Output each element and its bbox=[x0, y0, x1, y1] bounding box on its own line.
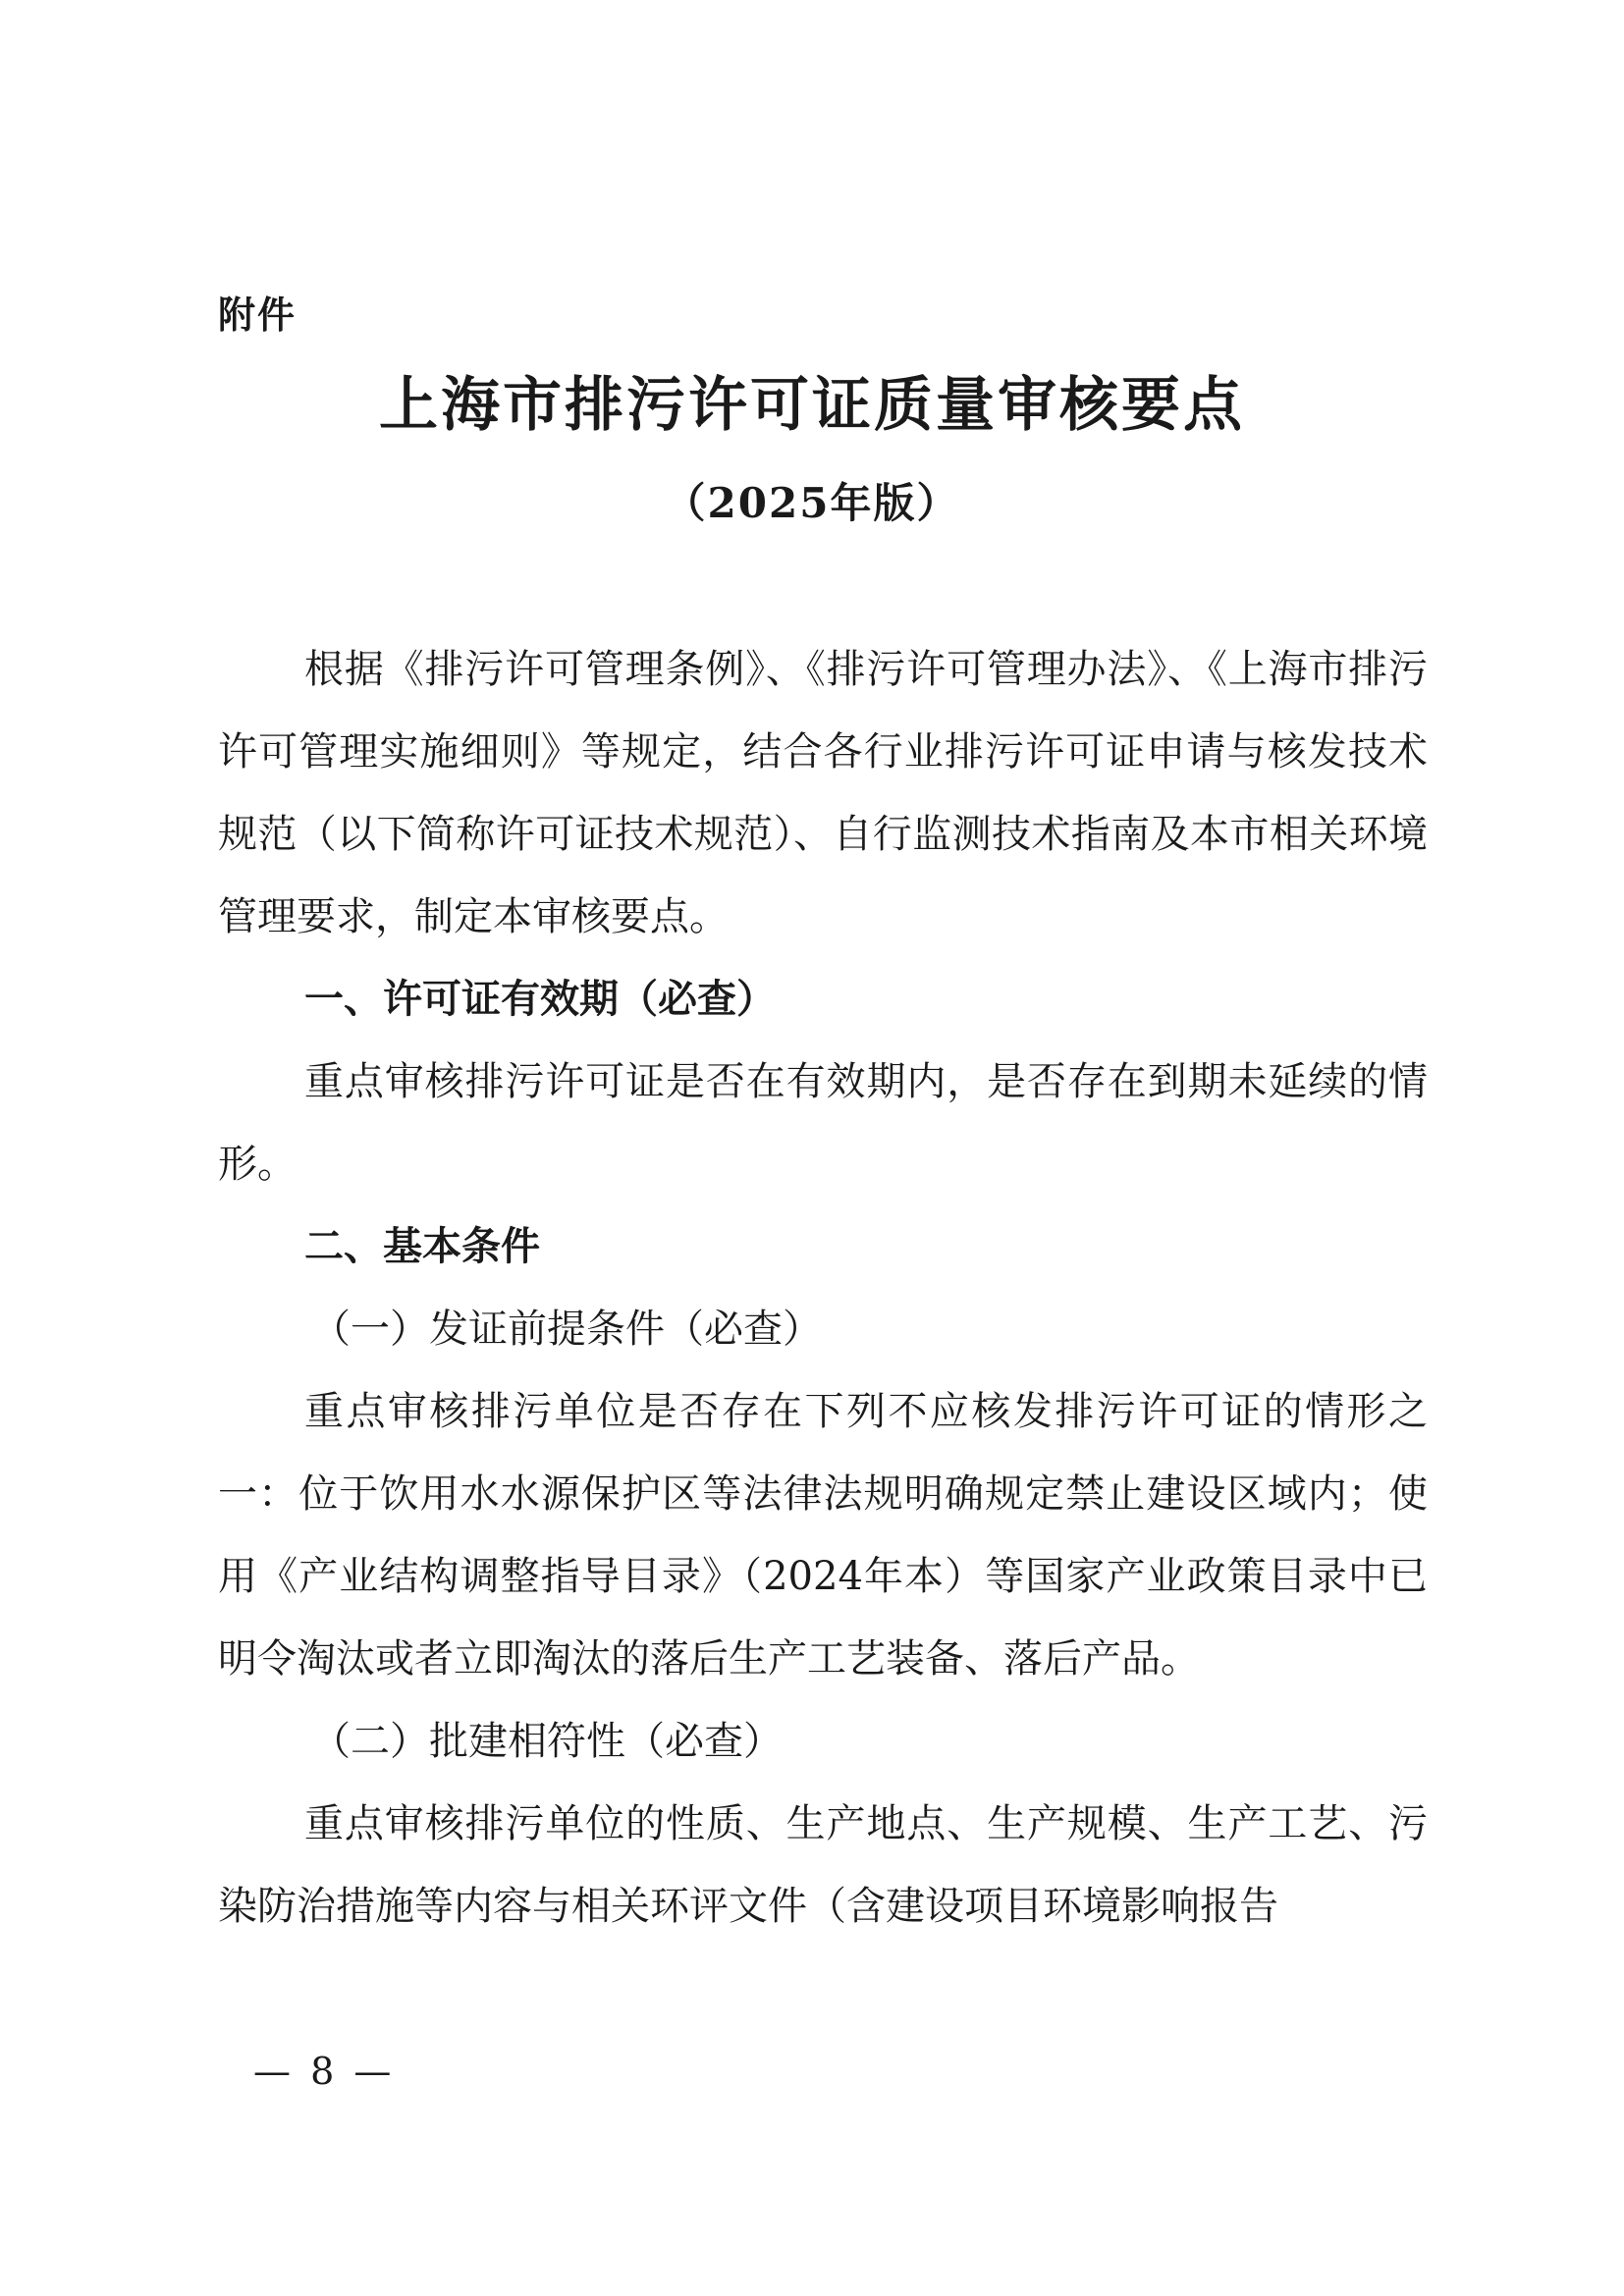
validity-paragraph: 重点审核排污许可证是否在有效期内，是否存在到期未延续的情形。 bbox=[218, 1059, 1428, 1187]
section-heading-basic-conditions: 二、基本条件 bbox=[304, 1224, 540, 1269]
subsection-heading-preconditions: （一）发证前提条件（必查） bbox=[311, 1307, 822, 1352]
preconditions-paragraph: 重点审核排污单位是否存在下列不应核发排污许可证的情形之一：位于饮用水水源保护区等法律法规明确规定禁止建设区域内；使用《产业结构调整指导目录》（2024年本）等国家产业政策目录中已明令淘汰或者立即淘汰的落后生产工艺装备、落后产品。 bbox=[218, 1389, 1428, 1682]
document-subtitle: （2025年版） bbox=[664, 479, 960, 527]
page-number: — 8 — bbox=[253, 2050, 396, 2093]
document-title: 上海市排污许可证质量审核要点 bbox=[379, 371, 1245, 440]
intro-paragraph: 根据《排污许可管理条例》、《排污许可管理办法》、《上海市排污许可管理实施细则》等规定，结合各行业排污许可证申请与核发技术规范（以下简称许可证技术规范）、自行监测技术指南及本市相关环境管理要求，制定本审核要点。 bbox=[218, 647, 1428, 939]
subsection-heading-conformity: （二）批建相符性（必查） bbox=[311, 1719, 783, 1764]
section-heading-validity: 一、许可证有效期（必查） bbox=[304, 977, 776, 1022]
attachment-label: 附件 bbox=[218, 294, 298, 337]
document-body bbox=[218, 628, 1428, 1948]
conformity-paragraph: 重点审核排污单位的性质、生产地点、生产规模、生产工艺、污染防治措施等内容与相关环评文件（含建设项目环境影响报告 bbox=[218, 1801, 1428, 1929]
